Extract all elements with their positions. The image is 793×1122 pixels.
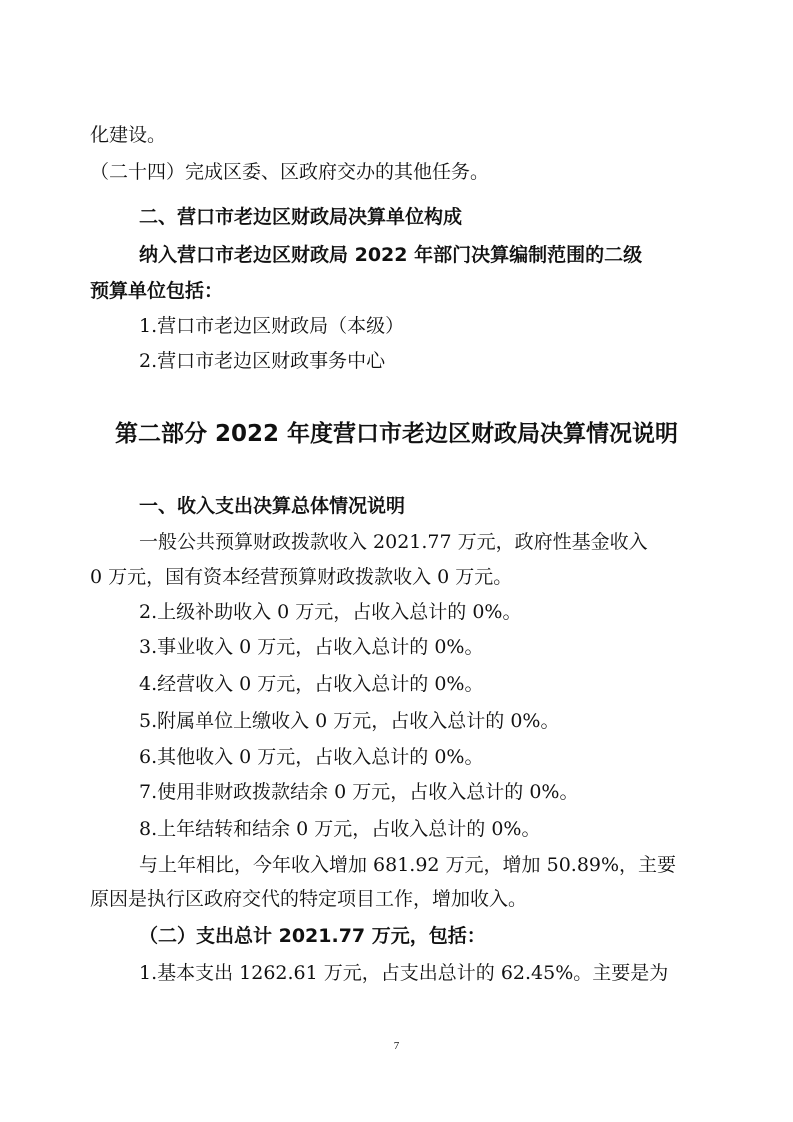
list-item: 5.附属单位上缴收入 0 万元，占收入总计的 0%。 bbox=[139, 710, 560, 732]
list-item: 4.经营收入 0 万元，占收入总计的 0%。 bbox=[139, 673, 484, 695]
paragraph-line: 一般公共预算财政拨款收入 2021.77 万元，政府性基金收入 bbox=[139, 531, 648, 553]
list-item: 7.使用非财政拨款结余 0 万元，占收入总计的 0%。 bbox=[139, 781, 579, 803]
list-item: 1.营口市老边区财政局（本级） bbox=[139, 315, 405, 337]
page-number: 7 bbox=[393, 1040, 400, 1052]
list-item: 3.事业收入 0 万元，占收入总计的 0%。 bbox=[139, 636, 484, 658]
paragraph-line: 与上年相比，今年收入增加 681.92 万元，增加 50.89%，主要 bbox=[139, 854, 677, 876]
paragraph-line: 预算单位包括： bbox=[90, 280, 224, 302]
paragraph-line: 1.基本支出 1262.61 万元，占支出总计的 62.45%。主要是为 bbox=[139, 962, 669, 984]
subsection-heading: （二）支出总计 2021.77 万元，包括： bbox=[139, 925, 486, 947]
paragraph-line: 化建设。 bbox=[90, 124, 167, 146]
section-heading: 一、收入支出决算总体情况说明 bbox=[139, 495, 406, 517]
list-item: 8.上年结转和结余 0 万元，占收入总计的 0%。 bbox=[139, 818, 541, 840]
paragraph-line: 纳入营口市老边区财政局 2022 年部门决算编制范围的二级 bbox=[139, 244, 643, 266]
list-item: 2.上级补助收入 0 万元，占收入总计的 0%。 bbox=[139, 601, 522, 623]
paragraph-line: （二十四）完成区委、区政府交办的其他任务。 bbox=[90, 161, 490, 183]
paragraph-line: 0 万元，国有资本经营预算财政拨款收入 0 万元。 bbox=[90, 566, 513, 588]
paragraph-line: 原因是执行区政府交代的特定项目工作，增加收入。 bbox=[90, 888, 528, 910]
part-title: 第二部分 2022 年度营口市老边区财政局决算情况说明 bbox=[114, 421, 679, 447]
section-heading: 二、营口市老边区财政局决算单位构成 bbox=[139, 206, 463, 228]
list-item: 2.营口市老边区财政事务中心 bbox=[139, 350, 386, 372]
list-item: 6.其他收入 0 万元，占收入总计的 0%。 bbox=[139, 746, 484, 768]
